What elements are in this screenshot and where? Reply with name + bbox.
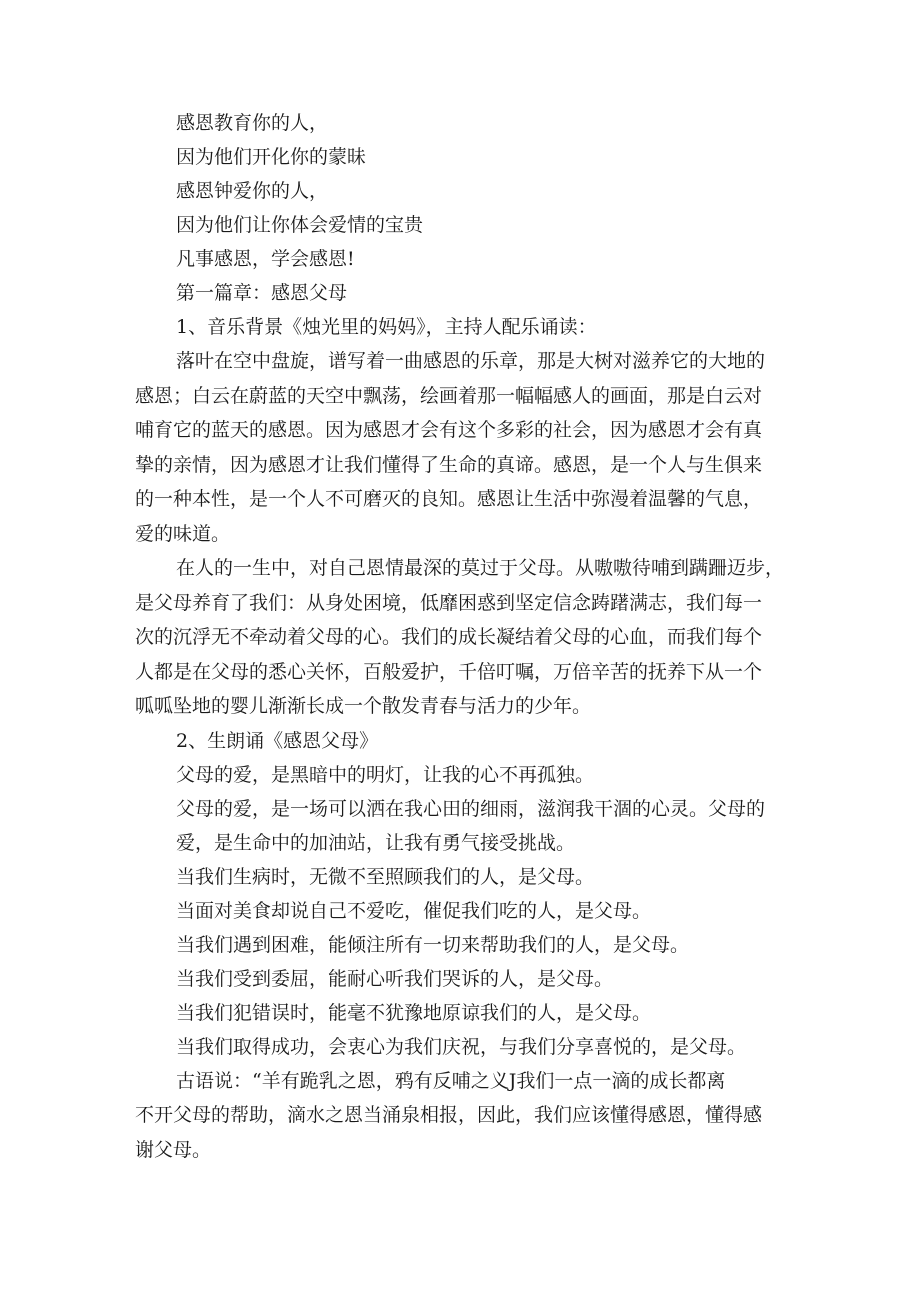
paragraph-line: 感恩；白云在蔚蓝的天空中飘荡，绘画着那一幅幅感人的画面，那是白云对	[135, 384, 763, 407]
paragraph-line: 爱的味道。	[135, 522, 231, 545]
text-line: 当面对美食却说自己不爱吃，催促我们吃的人，是父母。	[176, 899, 652, 922]
paragraph-line: 是父母养育了我们：从身处困境，低靡困惑到坚定信念踌躇满志，我们每一	[135, 591, 763, 614]
document-body	[135, 106, 795, 1167]
section-heading: 第一篇章：感恩父母	[176, 282, 348, 304]
text-line: 当我们遇到困难，能倾注所有一切来帮助我们的人，是父母。	[176, 933, 690, 956]
paragraph-line: 古语说：“羊有跪乳之恩，鸦有反哺之义J我们一点一滴的成长都离	[176, 1069, 726, 1092]
subsection-heading: 2、生朗诵《感恩父母》	[176, 729, 379, 752]
paragraph-line: 人都是在父母的悉心关怀，百般爱护，千倍叮嘱，万倍辛苦的抚养下从一个	[135, 660, 763, 683]
text-line: 当我们犯错误时，能毫不犹豫地原谅我们的人，是父母。	[176, 1001, 652, 1024]
text-line: 当我们生病时，无微不至照顾我们的人，是父母。	[176, 865, 595, 888]
paragraph-line: 挚的亲情，因为感恩才让我们懂得了生命的真谛。感恩，是一个人与生俱来	[135, 453, 763, 476]
text-line: 因为他们让你体会爱情的宝贵	[176, 214, 424, 236]
text-line: 当我们取得成功，会衷心为我们庆祝，与我们分享喜悦的，是父母。	[176, 1035, 747, 1058]
text-line: 爱，是生命中的加油站，让我有勇气接受挑战。	[176, 831, 576, 854]
paragraph-line: 的一种本性，是一个人不可磨灭的良知。感恩让生活中弥漫着温馨的气息，	[135, 488, 763, 510]
text-line: 父母的爱，是黑暗中的明灯，让我的心不再孤独。	[176, 763, 595, 786]
paragraph-line: 次的沉浮无不牵动着父母的心。我们的成长凝结着父母的心血，而我们每个	[135, 626, 763, 648]
text-line: 因为他们开化你的蒙昧	[176, 146, 367, 168]
paragraph-line: 谢父母。	[135, 1138, 212, 1161]
text-line: 当我们受到委屈，能耐心听我们哭诉的人，是父母。	[176, 967, 614, 990]
paragraph-line: 哺育它的蓝天的感恩。因为感恩才会有这个多彩的社会，因为感恩才会有真	[135, 419, 763, 441]
paragraph-line: 呱呱坠地的婴儿渐渐长成一个散发青春与活力的少年。	[135, 695, 592, 717]
paragraph-line: 落叶在空中盘旋，谱写着一曲感恩的乐章，那是大树对滋养它的大地的	[176, 350, 766, 372]
paragraph-line: 不开父母的帮助，滴水之恩当涌泉相报，因此，我们应该懂得感恩，懂得感	[135, 1104, 763, 1126]
text-line: 感恩钟爱你的人，	[176, 180, 329, 202]
text-line: 凡事感恩，学会感恩!	[176, 248, 355, 270]
paragraph-line: 在人的一生中，对自己恩情最深的莫过于父母。从嗷嗷待哺到蹒跚迈步，	[176, 557, 785, 579]
text-line: 感恩教育你的人，	[176, 112, 329, 134]
text-line: 父母的爱，是一场可以洒在我心田的细雨，滋润我干涸的心灵。父母的	[176, 797, 766, 820]
subsection-heading: 1、音乐背景《烛光里的妈妈》，主持人配乐诵读：	[176, 316, 597, 338]
